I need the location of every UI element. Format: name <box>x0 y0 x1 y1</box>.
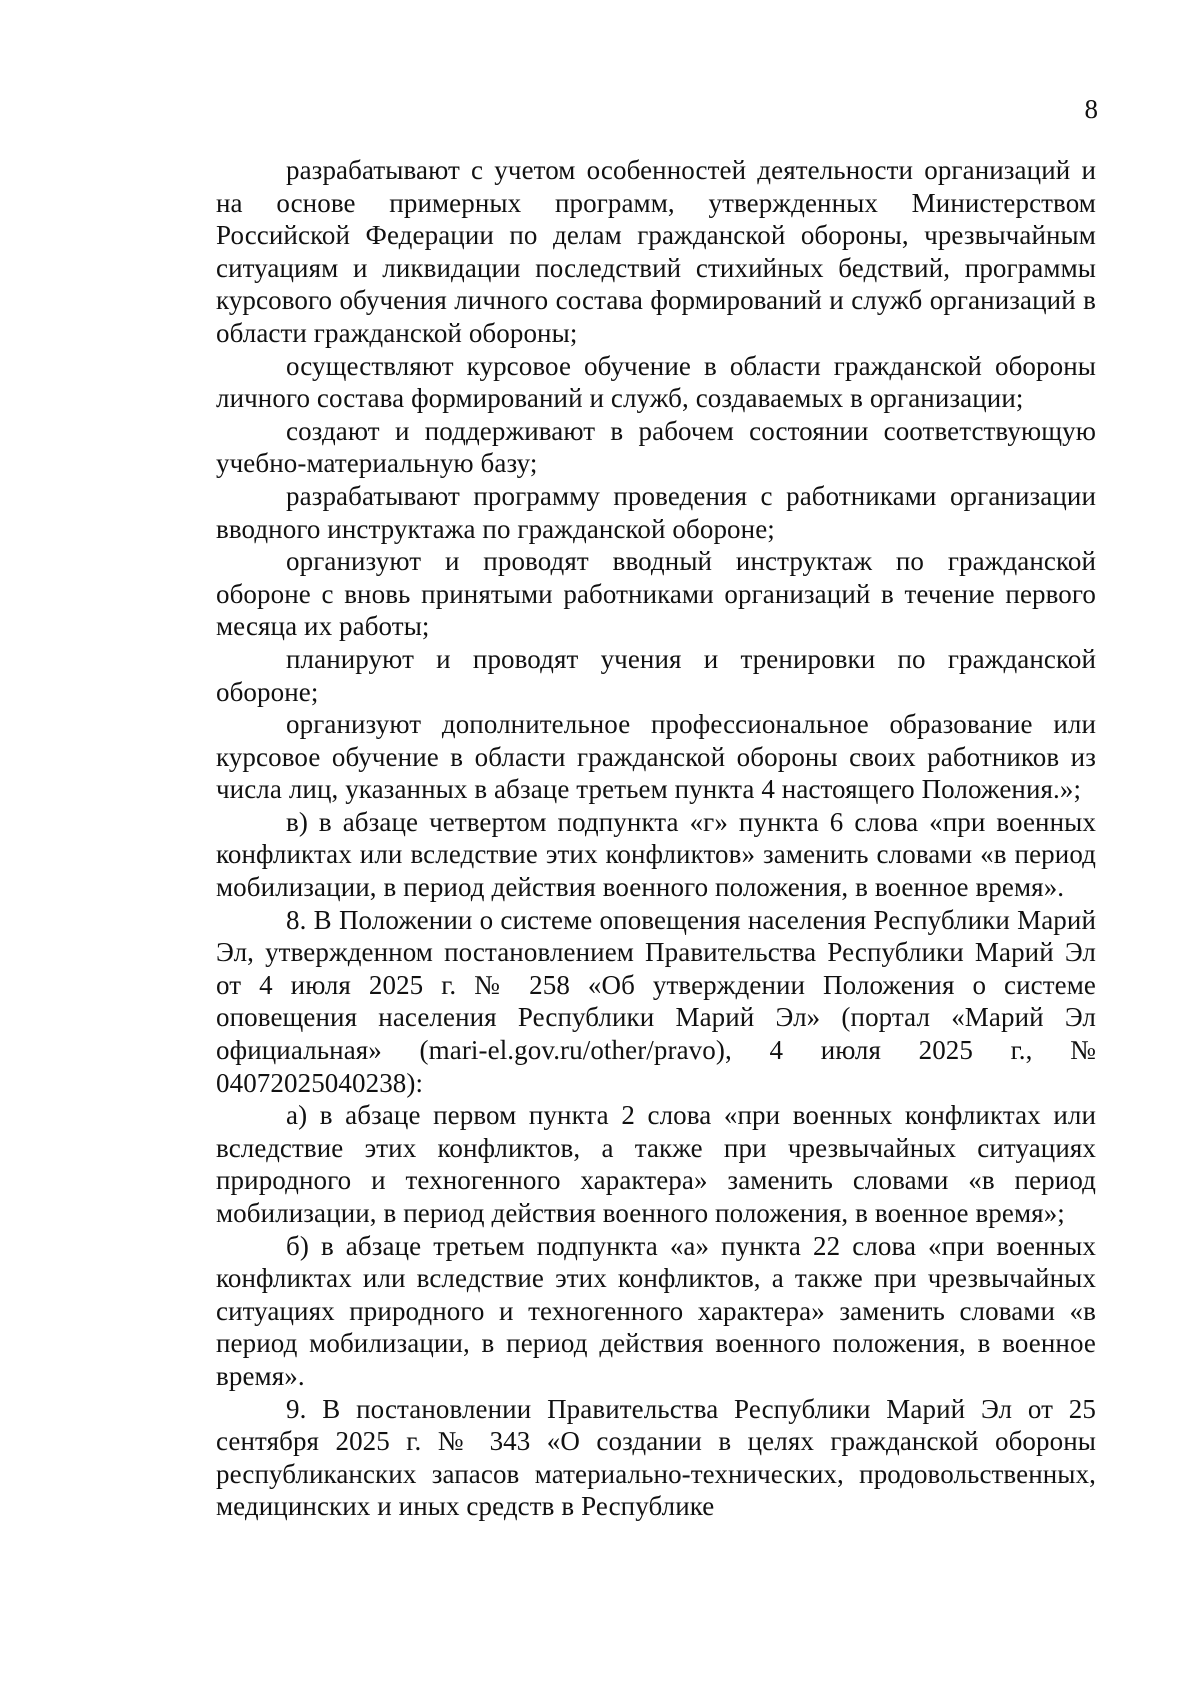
paragraph-exercises: планируют и проводят учения и тренировки по гражданской обороне; <box>216 643 1096 707</box>
page-number: 8 <box>1084 94 1098 124</box>
paragraph-amendment-a: а) в абзаце первом пункта 2 слова «при военных конфликтах или вследствие этих конфликтов, а также при чрезвычайных ситуациях природного и техногенного характера» заменить словами «в период мобилизации, в период действия военного положения, в военное время»; <box>216 1100 1096 1228</box>
paragraph-professional-education: организуют дополнительное профессиональное образование или курсовое обучение в области гражданской обороны своих работников из числа лиц, указанных в абзаце третьем пункта 4 настоящего Положения.»; <box>216 709 1096 805</box>
paragraph-induction-briefing: организуют и проводят вводный инструктаж по гражданской обороне с вновь принятыми работниками организаций в течение первого месяца их работы; <box>216 546 1096 642</box>
paragraph-amendment-b: б) в абзаце третьем подпункта «а» пункта 22 слова «при военных конфликтах или вследствие этих конфликтов, а также при чрезвычайных ситуациях природного и техногенного характера» заменить словами «в период мобилизации, в период действия военного положения, в военное время». <box>216 1230 1096 1391</box>
paragraph-item-8: 8. В Положении о системе оповещения населения Республики Марий Эл, утвержденном постановлением Правительства Республики Марий Эл от 4 июля 2025 г. № 258 «Об утверждении Положения о системе оповещения населения Республики Марий Эл» (портал «Марий Эл официальная» (mari-el.gov.ru/other/pravo), 4 июля 2025 г., № 04072025040238): <box>216 904 1096 1098</box>
paragraph-induction-program: разрабатывают программу проведения с работниками организации вводного инструктажа по гражданской обороне; <box>216 480 1096 544</box>
paragraph-course-training: осуществляют курсовое обучение в области гражданской обороны личного состава формирований и служб, создаваемых в организации; <box>216 350 1096 414</box>
paragraph-training-programs: разрабатывают с учетом особенностей деятельности организаций и на основе примерных программ, утвержденных Министерством Российской Федерации по делам гражданской обороны, чрезвычайным ситуациям и ликвидации последствий стихийных бедствий, программы курсового обучения личного состава формирований и служб организаций в области гражданской обороны; <box>216 155 1096 348</box>
paragraph-item-9: 9. В постановлении Правительства Республики Марий Эл от 25 сентября 2025 г. № 343 «О создании в целях гражданской обороны республиканских запасов материально-технических, продовольственных, медицинских и иных средств в Республике <box>216 1393 1096 1522</box>
paragraph-material-base: создают и поддерживают в рабочем состоянии соответствующую учебно-материальную базу; <box>216 415 1096 479</box>
paragraph-amendment-v: в) в абзаце четвертом подпункта «г» пункта 6 слова «при военных конфликтах или вследствие этих конфликтов» заменить словами «в период мобилизации, в период действия военного положения, в военное время». <box>216 806 1096 903</box>
document-body <box>216 154 1096 1523</box>
